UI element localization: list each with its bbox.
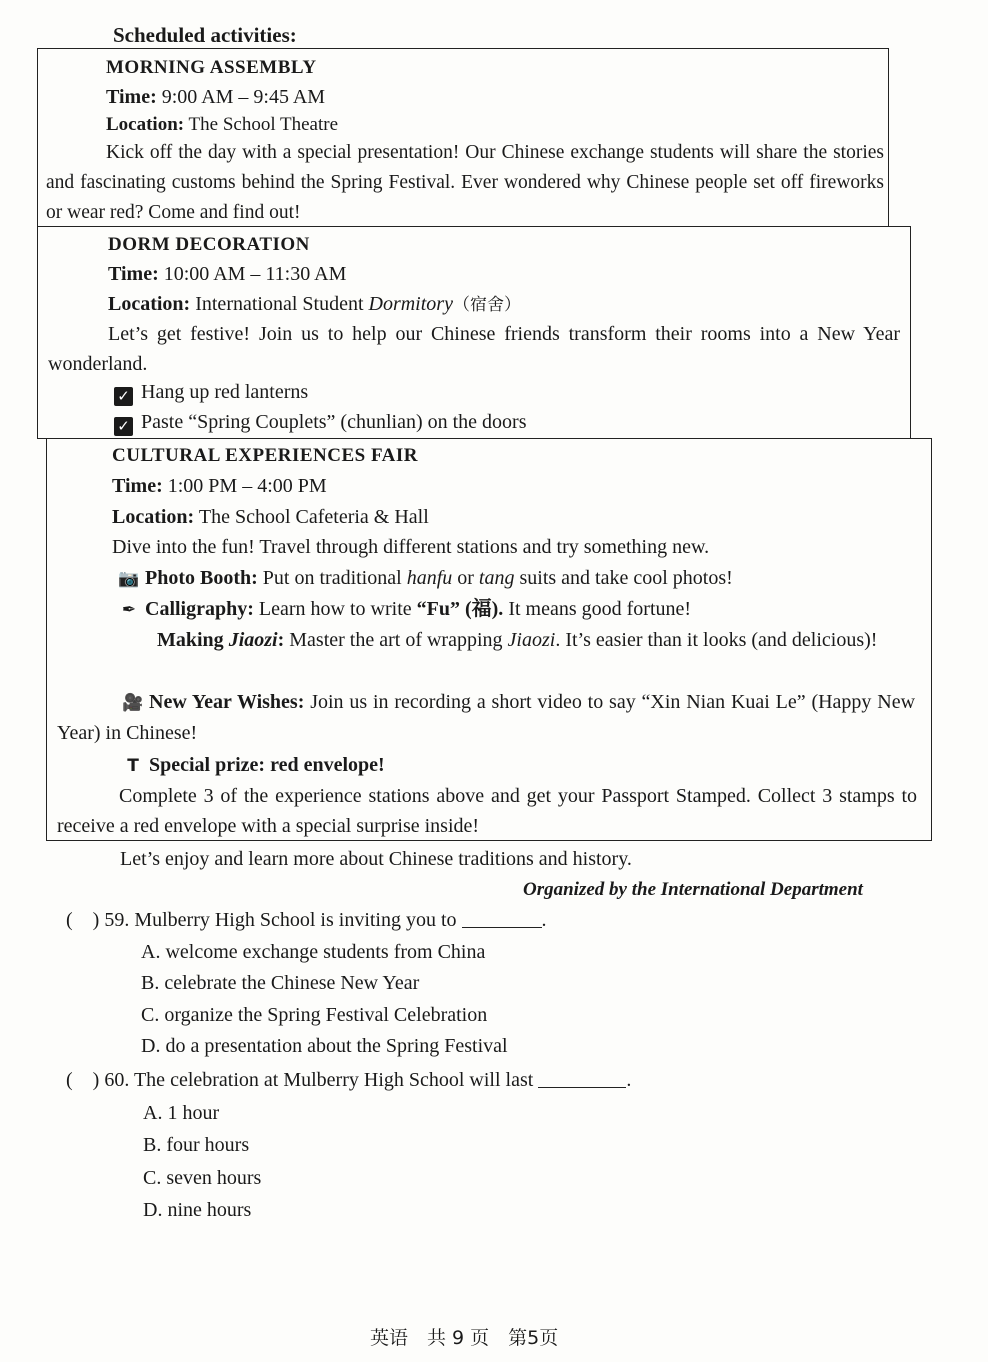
checkbox-checked-icon: ✓ — [114, 417, 133, 436]
photo-text: suits and take cool photos! — [519, 567, 733, 589]
page-footer: 英语 共 9 页 第5页 — [370, 1327, 559, 1349]
jiaozi-label: Making — [157, 629, 224, 651]
location-note: （宿舍） — [452, 295, 521, 315]
morning-time — [106, 82, 325, 112]
fair-location — [112, 502, 429, 532]
dorm-description: Let’s get festive! Join us to help our Chinese friends transform their rooms into a New Year wonderland. — [48, 323, 900, 375]
time-label: Time: — [108, 263, 159, 285]
calligraphy-item — [117, 594, 691, 625]
question-number: ( ) 60. — [66, 1069, 130, 1091]
jiaozi-item — [55, 625, 913, 655]
checklist-item — [114, 377, 308, 407]
checkbox-checked-icon: ✓ — [114, 387, 133, 406]
hanfu-word: hanfu — [406, 567, 453, 589]
question-stem: Mulberry High School is inviting you to — [134, 909, 457, 931]
wishes-text: Join us in recording a short video to say “Xin Nian Kuai Le” (Happy New Year) in Chinese! — [57, 691, 916, 744]
fu-word: “Fu” (福). — [416, 598, 504, 620]
cultural-fair-section — [46, 438, 932, 841]
question-end: . — [626, 1069, 632, 1091]
checklist-item — [114, 407, 527, 437]
jiaozi-label-italic: Jiaozi — [228, 629, 278, 651]
photo-booth-item — [117, 563, 733, 594]
option-a: A. 1 hour — [143, 1102, 220, 1124]
morning-location — [106, 110, 338, 140]
brush-icon: ✒ — [121, 600, 137, 620]
dorm-time — [108, 259, 346, 289]
time-label: Time: — [112, 475, 163, 497]
calligraphy-text: It means good fortune! — [508, 598, 692, 620]
fair-time — [112, 471, 327, 501]
answer-blank — [538, 1067, 626, 1088]
question-stem: The celebration at Mulberry High School will last — [133, 1069, 534, 1091]
time-value: 10:00 AM – 11:30 AM — [163, 263, 347, 285]
morning-description: Kick off the day with a special presentation! Our Chinese exchange students will share the stories and fascinating customs behind the Spring Festival. Ever wondered why Chinese people set off fireworks or wear red? Come and find out! — [46, 142, 884, 223]
cultural-fair-title: CULTURAL EXPERIENCES FAIR — [112, 445, 419, 466]
time-value: 9:00 AM – 9:45 AM — [161, 86, 326, 108]
organizer-credit: Organized by the International Department — [523, 879, 863, 900]
jiaozi-colon: : — [277, 629, 285, 651]
time-value: 1:00 PM – 4:00 PM — [167, 475, 327, 497]
option-d: D. nine hours — [143, 1199, 252, 1221]
prize-description: Complete 3 of the experience stations above and get your Passport Stamped. Collect 3 stamps to receive a red envelope with a special surprise inside! — [57, 785, 917, 837]
location-label: Location: — [106, 114, 185, 135]
time-label: Time: — [106, 86, 157, 108]
video-camera-icon: 🎥 — [122, 693, 144, 713]
answer-blank — [462, 907, 542, 928]
question-number: ( ) 59. — [66, 909, 130, 931]
new-year-wishes-item — [57, 687, 915, 748]
option-c: C. organize the Spring Festival Celebration — [141, 1004, 488, 1026]
dorm-decoration-section — [37, 226, 911, 439]
fair-intro: Dive into the fun! Travel through different stations and try something new. — [112, 536, 710, 558]
jiaozi-word: Jiaozi — [507, 629, 556, 651]
tang-word: tang — [478, 567, 515, 589]
option-d: D. do a presentation about the Spring Festival — [141, 1035, 508, 1057]
photo-booth-label: Photo Booth: — [145, 567, 258, 589]
question-59 — [66, 905, 547, 935]
closing-line: Let’s enjoy and learn more about Chinese traditions and history. — [120, 848, 632, 870]
camera-icon: 📷 — [118, 569, 140, 589]
option-b: B. four hours — [143, 1134, 250, 1156]
location-label: Location: — [112, 506, 195, 528]
photo-text: Put on traditional — [262, 567, 402, 589]
page-heading: Scheduled activities: — [113, 23, 297, 47]
location-italic: Dormitory — [368, 293, 453, 315]
checklist-text: Hang up red lanterns — [141, 381, 309, 403]
location-value: The School Cafeteria & Hall — [198, 506, 429, 528]
special-prize-label: Special prize: red envelope! — [149, 754, 385, 776]
prize-icon: T — [127, 756, 139, 776]
dorm-location — [108, 289, 521, 320]
jiaozi-text: Master the art of wrapping — [289, 629, 503, 651]
calligraphy-text: Learn how to write — [258, 598, 412, 620]
morning-assembly-section — [37, 48, 889, 227]
question-end: . — [541, 909, 547, 931]
location-label: Location: — [108, 293, 191, 315]
dorm-decoration-title: DORM DECORATION — [108, 234, 310, 255]
jiaozi-text: . It’s easier than it looks (and delicious)! — [555, 629, 878, 651]
special-prize — [121, 750, 385, 781]
photo-text: or — [457, 567, 474, 589]
option-b: B. celebrate the Chinese New Year — [141, 972, 420, 994]
morning-assembly-title: MORNING ASSEMBLY — [106, 57, 317, 78]
checklist-text: Paste “Spring Couplets” (chunlian) on the doors — [141, 411, 527, 433]
location-value: The School Theatre — [188, 114, 339, 135]
option-a: A. welcome exchange students from China — [141, 941, 486, 963]
wishes-label: New Year Wishes: — [149, 691, 305, 713]
question-60 — [66, 1065, 631, 1095]
location-value: International Student — [195, 293, 364, 315]
option-c: C. seven hours — [143, 1167, 262, 1189]
calligraphy-label: Calligraphy: — [145, 598, 254, 620]
